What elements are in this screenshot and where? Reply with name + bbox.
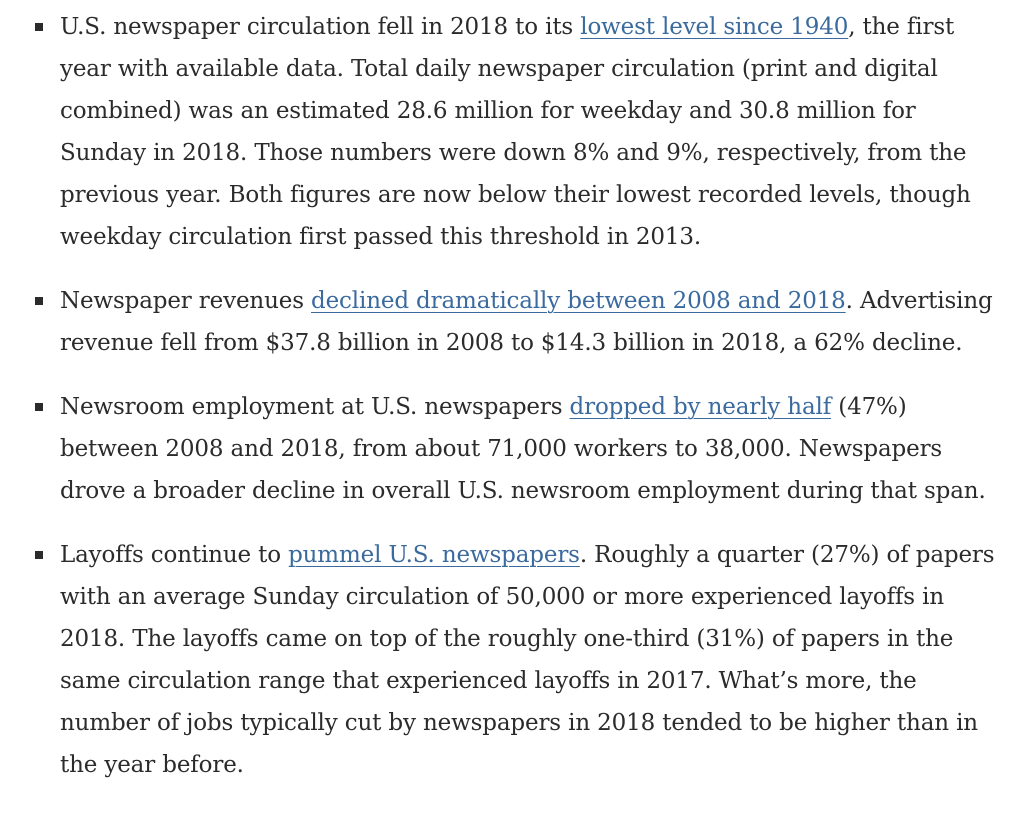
- bullet-square-icon: [35, 297, 43, 305]
- link-pummel-us-newspapers[interactable]: pummel U.S. newspapers: [288, 542, 580, 568]
- bullet-text: . Roughly a quarter (27%) of papers with an average Sunday circulation of 50,000 or more experienced layoffs in 2018. The layoffs came on top of the roughly one-third (31%) of papers in the same circulation range that experienced layoffs in 2017. What’s more, the number of jobs typically cut by newspapers in 2018 tended to be higher than in the year before.: [60, 542, 995, 778]
- bullet-text: Newsroom employment at U.S. newspapers: [60, 394, 570, 420]
- bullet-square-icon: [35, 551, 43, 559]
- link-dropped-by-nearly-half[interactable]: dropped by nearly half: [569, 394, 832, 420]
- bullet-text: Layoffs continue to: [60, 542, 289, 568]
- list-item-revenues: [0, 280, 1018, 364]
- bullet-text: . Advertising revenue fell from $37.8 billion in 2008 to $14.3 billion in 2018, a 62% decline.: [60, 288, 993, 356]
- bullet-text: Newspaper revenues: [60, 288, 312, 314]
- list-item-newsroom-employment: [0, 386, 1018, 512]
- bullet-text: (47%) between 2008 and 2018, from about 71,000 workers to 38,000. Newspapers drove a broader decline in overall U.S. newsroom employment during that span.: [60, 394, 986, 504]
- link-declined-dramatically[interactable]: declined dramatically between 2008 and 2018: [311, 288, 846, 314]
- bullet-text: U.S. newspaper circulation fell in 2018 to its: [60, 14, 581, 40]
- bullet-text: , the first year with available data. Total daily newspaper circulation (print and digital combined) was an estimated 28.6 million for weekday and 30.8 million for Sunday in 2018. Those numbers were down 8% and 9%, respectively, from the previous year. Both figures are now below their lowest recorded levels, though weekday circulation first passed this threshold in 2013.: [60, 14, 971, 250]
- bullet-square-icon: [35, 403, 43, 411]
- list-item-layoffs: [0, 534, 1018, 786]
- list-item-circulation: [0, 6, 1018, 258]
- link-lowest-level-since-1940[interactable]: lowest level since 1940: [580, 14, 849, 40]
- bullet-list: [0, 6, 1018, 786]
- bullet-square-icon: [35, 23, 43, 31]
